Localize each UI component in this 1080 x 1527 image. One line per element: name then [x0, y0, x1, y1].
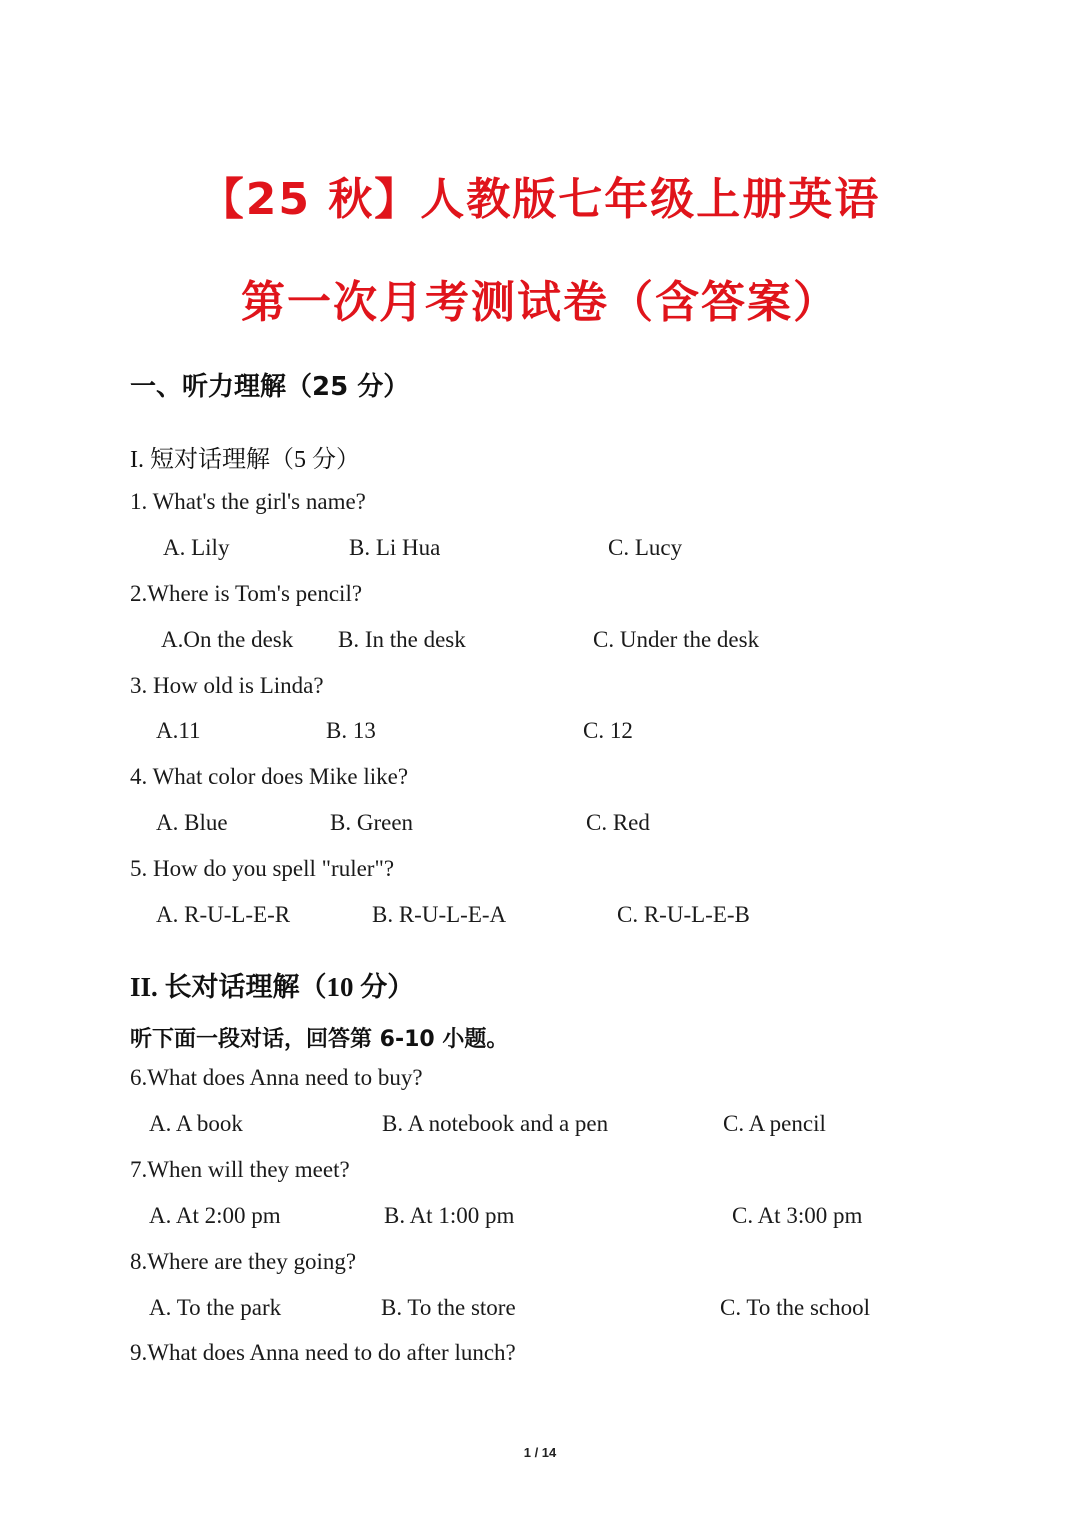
- q5-option-a: A. R-U-L-E-R: [156, 902, 291, 927]
- question-4: 4. What color does Mike like?: [130, 764, 409, 789]
- title-line-1: 【25 秋】人教版七年级上册英语: [199, 174, 881, 225]
- q5-option-b: B. R-U-L-E-A: [372, 902, 507, 927]
- q3-option-c: C. 12: [583, 718, 633, 743]
- q8-option-b: B. To the store: [381, 1295, 516, 1320]
- page-indicator: 1 / 14: [523, 1445, 557, 1460]
- q1-option-c: C. Lucy: [608, 535, 683, 560]
- q3-option-a: A.11: [156, 718, 201, 743]
- question-2: 2.Where is Tom's pencil?: [130, 581, 363, 606]
- part2-instruction: 听下面一段对话，回答第 6-10 小题。: [130, 1027, 509, 1052]
- question-7: 7.When will they meet?: [130, 1157, 350, 1182]
- q6-option-b: B. A notebook and a pen: [382, 1111, 609, 1136]
- question-8: 8.Where are they going?: [130, 1249, 357, 1274]
- q7-option-a: A. At 2:00 pm: [149, 1203, 281, 1228]
- q2-option-c: C. Under the desk: [593, 627, 760, 652]
- part1-heading: I. 短对话理解（5 分）: [130, 447, 360, 473]
- q7-option-b: B. At 1:00 pm: [384, 1203, 515, 1228]
- q7-option-c: C. At 3:00 pm: [732, 1203, 863, 1228]
- question-9: 9.What does Anna need to do after lunch?: [130, 1340, 516, 1365]
- q4-option-c: C. Red: [586, 810, 650, 835]
- q8-option-a: A. To the park: [149, 1295, 282, 1320]
- q2-option-a: A.On the desk: [161, 627, 294, 652]
- q5-option-c: C. R-U-L-E-B: [617, 902, 750, 927]
- question-1: 1. What's the girl's name?: [130, 489, 366, 514]
- q1-option-a: A. Lily: [163, 535, 230, 560]
- question-6: 6.What does Anna need to buy?: [130, 1065, 423, 1090]
- part2-heading: II. 长对话理解（10 分）: [130, 972, 415, 1002]
- q2-option-b: B. In the desk: [338, 627, 466, 652]
- q6-option-c: C. A pencil: [723, 1111, 826, 1136]
- section-heading-listening: 一、听力理解（25 分）: [130, 372, 410, 402]
- q8-option-c: C. To the school: [720, 1295, 871, 1320]
- q6-option-a: A. A book: [149, 1111, 243, 1136]
- q4-option-b: B. Green: [330, 810, 414, 835]
- q1-option-b: B. Li Hua: [349, 535, 441, 560]
- title-line-2: 第一次月考测试卷（含答案）: [241, 277, 839, 328]
- question-5: 5. How do you spell "ruler"?: [130, 856, 395, 881]
- question-3: 3. How old is Linda?: [130, 673, 324, 698]
- q4-option-a: A. Blue: [156, 810, 228, 835]
- q3-option-b: B. 13: [326, 718, 376, 743]
